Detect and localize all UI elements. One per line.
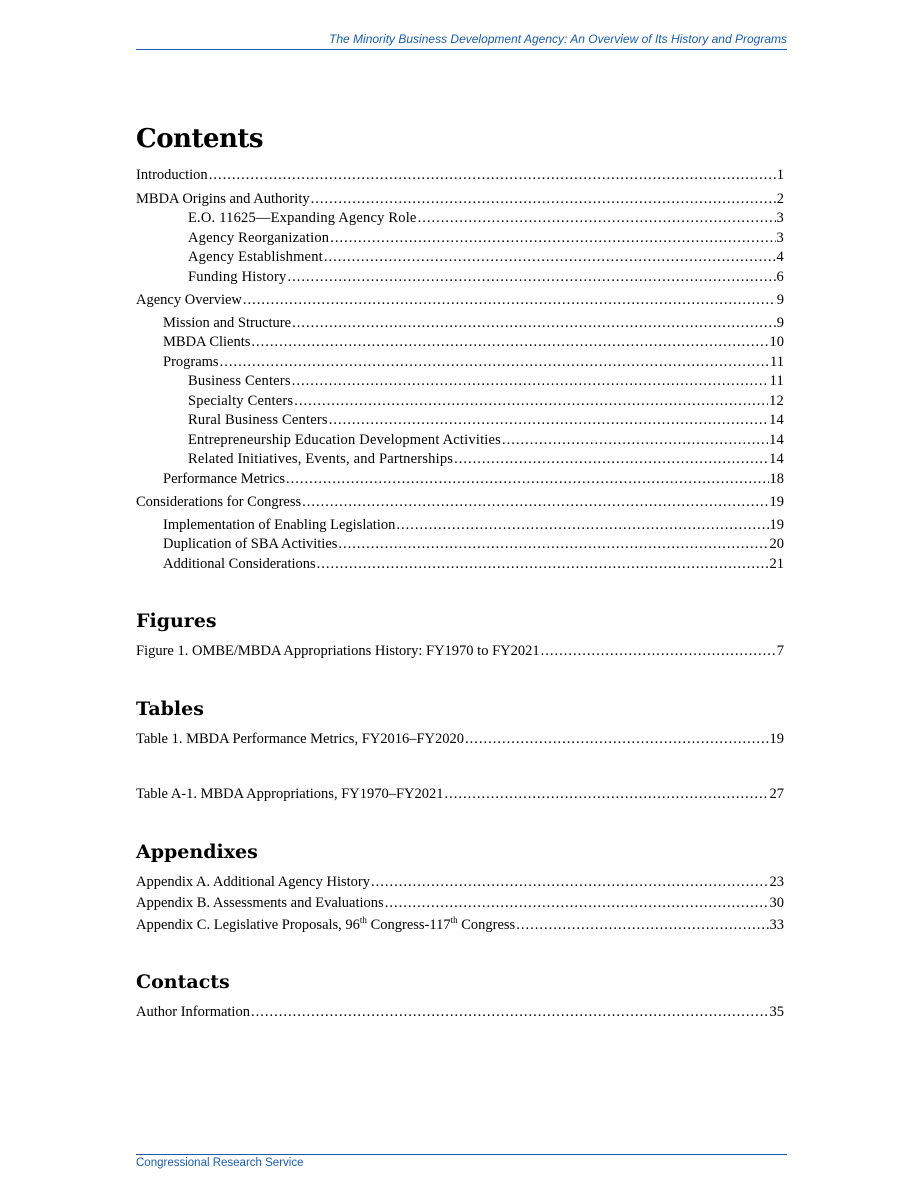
toc-entry-label: Appendix A. Additional Agency History (136, 873, 370, 890)
dot-leader (251, 333, 768, 353)
label-part: Congress (457, 916, 516, 933)
toc-entry-page: 11 (769, 373, 784, 389)
toc-entry[interactable] (136, 268, 784, 288)
toc-entry[interactable] (136, 555, 784, 575)
dot-leader (243, 291, 776, 311)
toc-entry-page: 33 (769, 916, 784, 933)
toc-entry-label: Business Centers (188, 373, 291, 389)
toc-entry-page: 9 (776, 292, 784, 308)
toc-entry[interactable] (136, 535, 784, 555)
toc-entry-label: MBDA Clients (163, 334, 251, 350)
toc-entry-label: Table A-1. MBDA Appropriations, FY1970–FY2021 (136, 786, 444, 802)
toc-entry[interactable] (136, 873, 784, 893)
running-footer: Congressional Research Service (136, 1154, 787, 1169)
contacts-heading: Contacts (136, 971, 230, 993)
toc-entry-label: Considerations for Congress (136, 494, 302, 510)
toc-entry-page: 14 (769, 451, 784, 467)
dot-leader (385, 894, 769, 914)
toc-entry-page: 11 (770, 353, 784, 370)
toc-entry-label: Author Information (136, 1004, 250, 1020)
toc-entry[interactable] (136, 333, 784, 353)
tables-section (136, 698, 784, 805)
toc-entry-page: 18 (769, 470, 784, 487)
dot-leader (220, 353, 769, 373)
appendixes-heading: Appendixes (136, 840, 258, 863)
toc-entry-page: 14 (769, 431, 784, 448)
superscript: th (359, 914, 367, 925)
toc-entry[interactable] (136, 894, 784, 914)
toc-entry[interactable] (136, 190, 784, 210)
dot-leader (287, 268, 775, 288)
dot-leader (502, 431, 768, 451)
dot-leader (302, 493, 768, 513)
toc-entry-page: 27 (769, 786, 784, 802)
toc-entry-label: Introduction (136, 167, 208, 183)
toc-entry-label: Mission and Structure (163, 314, 292, 331)
dot-leader (251, 1003, 769, 1023)
toc-entry[interactable] (136, 470, 784, 490)
toc-entry[interactable] (136, 730, 784, 750)
toc-entry[interactable] (136, 166, 784, 186)
toc-entry[interactable] (136, 493, 784, 513)
dot-leader (294, 392, 768, 412)
dot-leader (292, 372, 769, 392)
toc-entry-page: 20 (769, 536, 784, 552)
dot-leader (209, 166, 776, 186)
superscript: th (450, 914, 458, 925)
toc-entry-page: 19 (769, 730, 784, 747)
toc-entry-label: Rural Business Centers (188, 412, 328, 428)
toc-entry[interactable] (136, 248, 784, 268)
toc-entry[interactable] (136, 353, 784, 373)
toc-entry[interactable] (136, 229, 784, 249)
toc-entry[interactable] (136, 209, 784, 229)
toc-entry-label: Implementation of Enabling Legislation (163, 516, 396, 533)
toc-entry-page: 23 (769, 873, 784, 890)
dot-leader (418, 209, 776, 229)
toc-entry-page: 6 (776, 268, 784, 285)
toc-entry-label: Agency Overview (136, 292, 242, 308)
contacts-section (136, 971, 784, 1023)
toc-entry[interactable] (136, 431, 784, 451)
dot-leader (324, 248, 776, 268)
toc-entry-page: 21 (769, 555, 784, 572)
dot-leader (371, 873, 769, 893)
dot-leader (541, 642, 776, 662)
toc-entry-label: Programs (163, 353, 219, 370)
label-part: Appendix C. Legislative Proposals, 96 (136, 916, 360, 933)
toc-entry-label: Table 1. MBDA Performance Metrics, FY2016–FY2020 (136, 730, 465, 747)
toc-entry[interactable] (136, 916, 784, 936)
toc-entry-label: E.O. 11625—Expanding Agency Role (188, 210, 417, 226)
toc-entry-page: 35 (769, 1004, 784, 1020)
toc-entry-label: Agency Reorganization (188, 229, 330, 246)
label-part: Congress-117 (366, 916, 451, 933)
dot-leader (329, 411, 768, 431)
toc-entry[interactable] (136, 314, 784, 334)
toc-entry[interactable] (136, 1003, 784, 1023)
toc-entry-page: 14 (769, 412, 784, 428)
toc-entry-label (136, 916, 515, 936)
toc-entry-page: 12 (769, 392, 784, 409)
dot-leader (330, 229, 775, 249)
toc-entry-page: 3 (776, 229, 784, 246)
toc-entry[interactable] (136, 642, 784, 662)
dot-leader (396, 516, 768, 536)
toc-entry-page: 9 (776, 314, 784, 331)
toc-entry-label: Figure 1. OMBE/MBDA Appropriations History: FY1970 to FY2021 (136, 643, 540, 659)
toc-entry-page: 30 (769, 895, 784, 911)
toc-entry-label: Agency Establishment (188, 249, 323, 265)
toc-entry-label: Appendix B. Assessments and Evaluations (136, 895, 384, 911)
toc-entry-label: Related Initiatives, Events, and Partnerships (188, 451, 454, 467)
toc-entry-page: 7 (776, 643, 784, 659)
dot-leader (292, 314, 776, 334)
dot-leader (516, 916, 768, 936)
toc-entry-label: Entrepreneurship Education Development Activities (188, 431, 502, 448)
figures-section (136, 610, 784, 662)
dot-leader (286, 470, 769, 490)
dot-leader (317, 555, 769, 575)
contents-heading: Contents (136, 124, 264, 154)
running-header: The Minority Business Development Agency: An Overview of Its History and Programs (136, 32, 787, 50)
toc-entry-page: 19 (769, 516, 784, 533)
toc-entry-page: 1 (776, 167, 784, 183)
toc-entry[interactable] (136, 291, 784, 311)
toc-entry-page: 2 (776, 190, 784, 207)
toc-entry[interactable] (136, 372, 784, 392)
toc-entry-page: 19 (769, 494, 784, 510)
toc-entry-page: 4 (776, 249, 784, 265)
toc-entry[interactable] (136, 392, 784, 412)
dot-leader (454, 450, 768, 470)
dot-leader (311, 190, 776, 210)
toc-entry[interactable] (136, 411, 784, 431)
toc-entry[interactable] (136, 516, 784, 536)
toc-entry-label: Specialty Centers (188, 392, 294, 409)
toc-entry[interactable] (136, 785, 784, 805)
dot-leader (338, 535, 768, 555)
toc-entry-label: Funding History (188, 268, 287, 285)
toc-entry-label: Performance Metrics (163, 470, 285, 487)
figures-heading: Figures (136, 610, 217, 632)
dot-leader (445, 785, 769, 805)
contents-section (136, 124, 784, 574)
tables-heading: Tables (136, 697, 204, 720)
toc-entry-label: Additional Considerations (163, 555, 316, 572)
toc-entry-page: 3 (776, 210, 784, 226)
toc-entry-page: 10 (769, 334, 784, 350)
toc-entry-label: Duplication of SBA Activities (163, 536, 338, 552)
dot-leader (465, 730, 768, 750)
table-of-contents (136, 124, 784, 1023)
toc-entry-label: MBDA Origins and Authority (136, 190, 310, 207)
toc-entry[interactable] (136, 450, 784, 470)
appendixes-section (136, 841, 784, 936)
